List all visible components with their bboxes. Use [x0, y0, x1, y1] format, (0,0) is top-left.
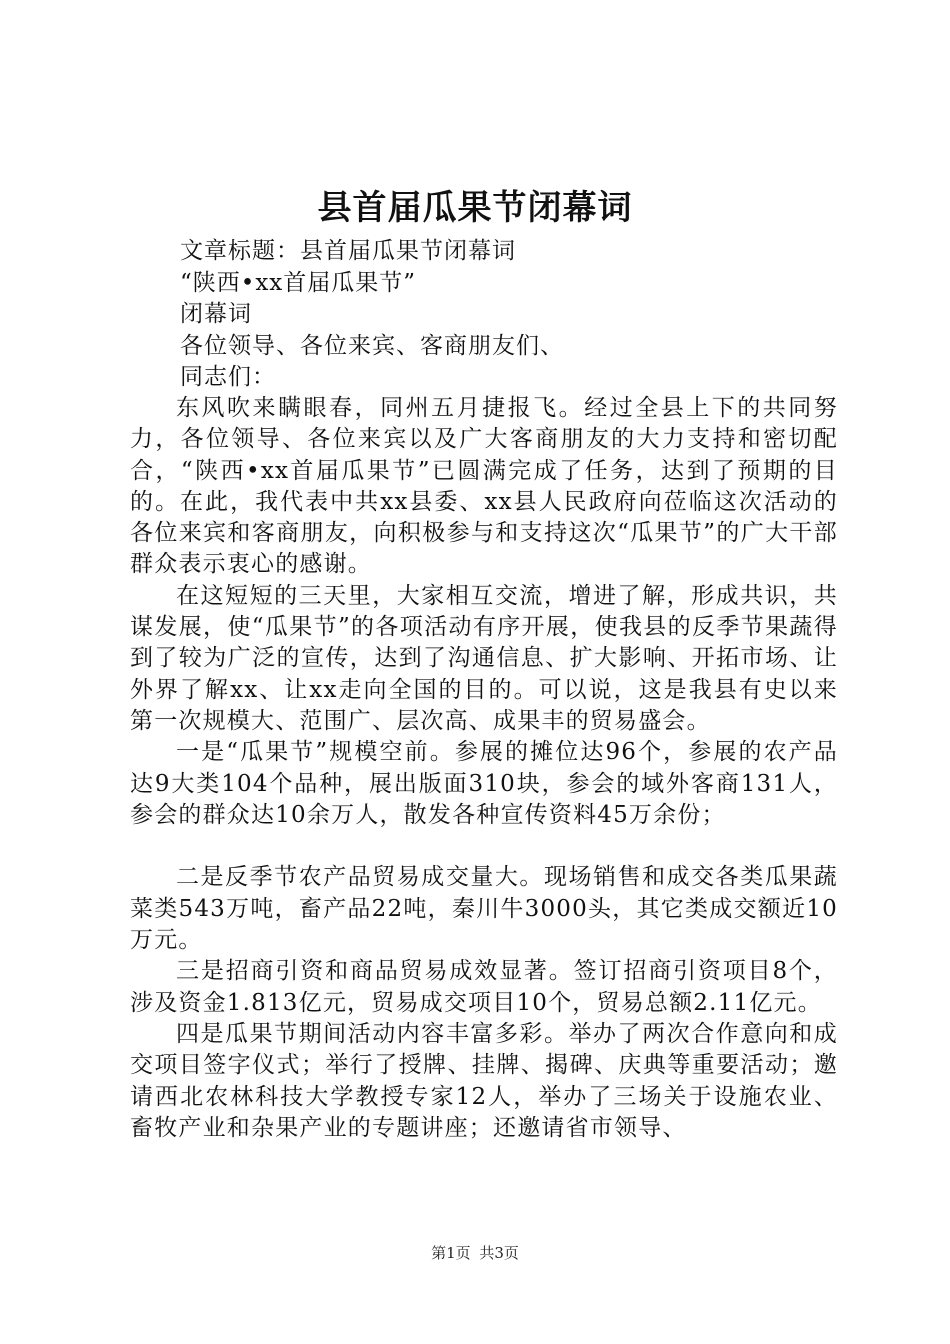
page-number: 第1页 — [431, 1244, 471, 1262]
body-paragraph-point-three: 三是招商引资和商品贸易成效显著。签订招商引资项目8个，涉及资金1.813亿元，贸易成交项目10个，贸易总额2.11亿元。 — [130, 958, 838, 1016]
paragraph-gap — [130, 831, 838, 862]
body-paragraph-point-two: 二是反季节农产品贸易成交量大。现场销售和成交各类瓜果蔬菜类543万吨，畜产品22吨，秦川牛3000头，其它类成交额近10万元。 — [130, 864, 838, 954]
salutation-comrades-line: 同志们： — [180, 364, 276, 390]
document-title: 县首届瓜果节闭幕词 — [317, 188, 633, 228]
document-header-block — [180, 236, 820, 394]
body-paragraph-summary: 在这短短的三天里，大家相互交流，增进了解，形成共识，共谋发展，使“瓜果节”的各项活动有序开展，使我县的反季节果蔬得到了较为广泛的宣传，达到了沟通信息、扩大影响、开拓市场、让外界了解xx、让xx走向全国的目的。可以说，这是我县有史以来第一次规模大、范围广、层次高、成果丰的贸易盛会。 — [130, 582, 838, 734]
body-paragraph-point-four: 四是瓜果节期间活动内容丰富多彩。举办了两次合作意向和成交项目签字仪式；举行了授牌、挂牌、揭碑、庆典等重要活动；邀请西北农林科技大学教授专家12人，举办了三场关于设施农业、畜牧产业和杂果产业的专题讲座；还邀请省市领导、 — [130, 1020, 838, 1141]
speech-type-line: 闭幕词 — [180, 301, 252, 327]
event-name-line: “陕西•xx首届瓜果节” — [180, 269, 417, 296]
document-body — [130, 393, 838, 1144]
page-footer — [0, 1243, 950, 1263]
article-title-line: 文章标题：县首届瓜果节闭幕词 — [180, 238, 516, 264]
body-paragraph-intro: 东风吹来瞒眼春，同州五月捷报飞。经过全县上下的共同努力，各位领导、各位来宾以及广大客商朋友的大力支持和密切配合，“陕西•xx首届瓜果节”已圆满完成了任务，达到了预期的目的。在此，我代表中共xx县委、xx县人民政府向莅临这次活动的各位来宾和客商朋友，向积极参与和支持这次“瓜果节”的广大干部群众表示衷心的感谢。 — [130, 395, 838, 578]
salutation-line: 各位领导、各位来宾、客商朋友们、 — [180, 332, 564, 359]
page-total: 共3页 — [479, 1244, 519, 1262]
body-paragraph-point-one: 一是“瓜果节”规模空前。参展的摊位达96个，参展的农产品达9大类104个品种，展出版面310块，参会的域外客商131人，参会的群众达10余万人，散发各种宣传资料45万余份； — [130, 739, 838, 828]
